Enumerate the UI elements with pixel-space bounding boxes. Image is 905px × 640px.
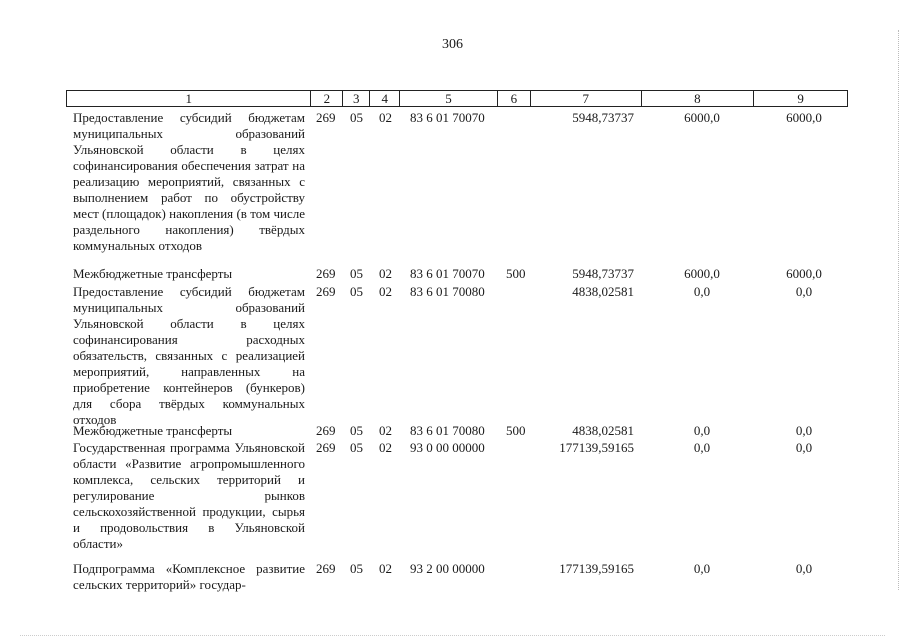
header-col-2: 2 bbox=[311, 91, 343, 106]
row-value-8: 0,0 bbox=[693, 284, 711, 299]
row-code-5: 83 6 01 70080 bbox=[410, 284, 485, 299]
row-code-3: 05 bbox=[350, 423, 363, 438]
row-name: Предоставление субсидий бюджетам муниципальных образований Ульяновской области в целях софинансирования обеспечения затрат на реализацию мероприятий, связанных с выполнением работ по обустройству мест (площадок) накопления (в том числе раздельного накопления) твёрдых коммунальных отходов bbox=[73, 110, 305, 253]
row-code-2: 269 bbox=[316, 284, 336, 299]
row-code-4: 02 bbox=[379, 423, 392, 438]
row-name: Межбюджетные трансферты bbox=[73, 423, 233, 438]
row-name: Предоставление субсидий бюджетам муниципальных образований Ульяновской области в целях софинансирования расходных обязательств, связанных с реализацией мероприятий, направленных на приобретение контейнеров (бункеров) для сбора твёрдых коммунальных отходов bbox=[73, 284, 305, 427]
row-name: Подпрограмма «Комплексное развитие сельских территорий» государ- bbox=[73, 561, 305, 592]
row-code-3: 05 bbox=[350, 266, 363, 281]
row-code-5: 83 6 01 70070 bbox=[410, 266, 485, 281]
row-value-7: 5948,73737 bbox=[572, 110, 634, 125]
row-value-8: 6000,0 bbox=[684, 266, 720, 281]
row-code-6: 500 bbox=[506, 423, 526, 438]
row-code-2: 269 bbox=[316, 561, 336, 576]
row-value-9: 6000,0 bbox=[786, 266, 822, 281]
header-col-7: 7 bbox=[531, 91, 642, 106]
row-value-8: 0,0 bbox=[693, 440, 711, 455]
row-code-5: 93 0 00 00000 bbox=[410, 440, 485, 455]
row-name: Межбюджетные трансферты bbox=[73, 266, 233, 281]
row-code-3: 05 bbox=[350, 110, 363, 125]
header-col-9: 9 bbox=[797, 91, 804, 106]
row-value-7: 5948,73737 bbox=[572, 266, 634, 281]
table-header bbox=[66, 90, 848, 107]
row-code-4: 02 bbox=[379, 266, 392, 281]
row-value-7: 177139,59165 bbox=[559, 561, 634, 576]
header-col-8: 8 bbox=[642, 91, 755, 106]
row-code-5: 83 6 01 70070 bbox=[410, 110, 485, 125]
header-col-3: 3 bbox=[343, 91, 370, 106]
row-code-4: 02 bbox=[379, 440, 392, 455]
row-code-2: 269 bbox=[316, 266, 336, 281]
row-value-9: 0,0 bbox=[795, 561, 813, 576]
row-value-8: 6000,0 bbox=[684, 110, 720, 125]
row-code-4: 02 bbox=[379, 284, 392, 299]
row-value-9: 0,0 bbox=[795, 423, 813, 438]
row-code-5: 83 6 01 70080 bbox=[410, 423, 485, 438]
row-code-2: 269 bbox=[316, 423, 336, 438]
row-name: Государственная программа Ульяновской области «Развитие агропромышленного комплекса, сельских территорий и регулирование рынков сельскохозяйственной продукции, сырья и продовольствия в Ульяновской области» bbox=[73, 440, 305, 551]
row-value-7: 4838,02581 bbox=[572, 423, 634, 438]
row-value-8: 0,0 bbox=[693, 561, 711, 576]
scan-edge-bottom bbox=[20, 634, 885, 636]
scan-edge-right bbox=[897, 30, 899, 590]
row-code-5: 93 2 00 00000 bbox=[410, 561, 485, 576]
header-col-5: 5 bbox=[400, 91, 498, 106]
row-value-7: 4838,02581 bbox=[572, 284, 634, 299]
row-code-4: 02 bbox=[379, 110, 392, 125]
row-code-2: 269 bbox=[316, 110, 336, 125]
page-number: 306 bbox=[442, 37, 463, 52]
row-value-7: 177139,59165 bbox=[559, 440, 634, 455]
header-col-1: 1 bbox=[67, 91, 311, 106]
header-col-4: 4 bbox=[370, 91, 400, 106]
row-code-4: 02 bbox=[379, 561, 392, 576]
row-value-9: 0,0 bbox=[795, 440, 813, 455]
row-code-3: 05 bbox=[350, 440, 363, 455]
row-value-9: 6000,0 bbox=[786, 110, 822, 125]
row-code-2: 269 bbox=[316, 440, 336, 455]
row-value-9: 0,0 bbox=[795, 284, 813, 299]
row-code-3: 05 bbox=[350, 561, 363, 576]
row-code-6: 500 bbox=[506, 266, 526, 281]
row-value-8: 0,0 bbox=[693, 423, 711, 438]
row-code-3: 05 bbox=[350, 284, 363, 299]
header-col-6: 6 bbox=[498, 91, 531, 106]
